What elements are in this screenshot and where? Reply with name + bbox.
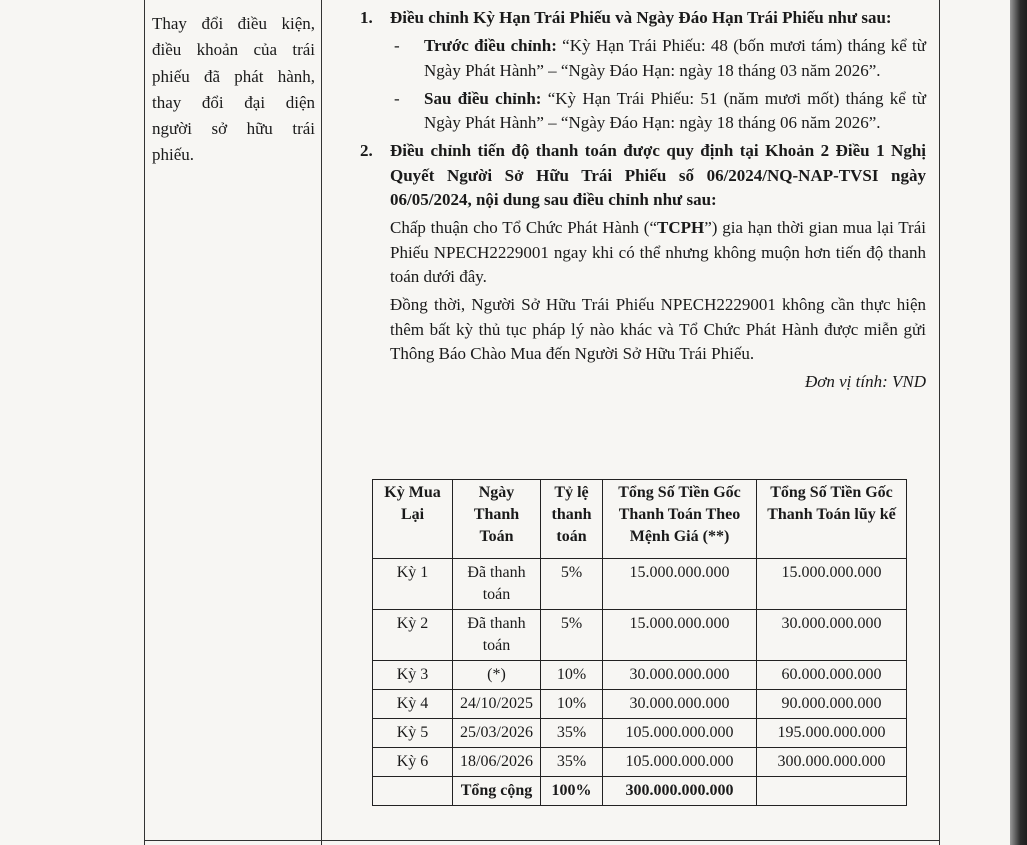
table-cell: 35% (541, 719, 603, 748)
payment-schedule-table (372, 479, 907, 806)
total-rate: 100% (541, 777, 603, 806)
left-line: người sở hữu trái (152, 119, 315, 139)
table-cell: 300.000.000.000 (757, 748, 907, 777)
table-cell: 195.000.000.000 (757, 719, 907, 748)
table-row (373, 748, 907, 777)
table-total-row (373, 777, 907, 806)
total-label: Tổng cộng (453, 777, 541, 806)
unit-label: Đơn vị tính: VND (805, 372, 926, 392)
table-header-row (373, 480, 907, 559)
table-row (373, 559, 907, 610)
approval-paragraph (330, 216, 926, 289)
bottom-border (144, 840, 940, 841)
dash-bullet: - (394, 88, 400, 108)
left-cell-text (152, 11, 315, 169)
section-1-heading (330, 6, 926, 30)
section-number: 1. (360, 8, 373, 27)
table-cell: Kỳ 5 (373, 719, 453, 748)
right-cell-content (330, 6, 926, 394)
table-cell: 10% (541, 690, 603, 719)
table-cell: 5% (541, 610, 603, 661)
total-amount: 300.000.000.000 (603, 777, 757, 806)
before-text: “Kỳ Hạn Trái Phiếu: 48 (bốn mươi tám) tháng kể từ Ngày Phát Hành” – “Ngày Đáo Hạn: ngày 18 tháng 03 năm 2026”. (424, 36, 926, 80)
before-label: Trước điều chỉnh: (424, 36, 557, 56)
section-2-heading (330, 139, 926, 212)
table-cell: 105.000.000.000 (603, 719, 757, 748)
table-cell: 30.000.000.000 (603, 661, 757, 690)
header-cell: Kỳ Mua Lại (373, 480, 453, 559)
table-cell: Kỳ 2 (373, 610, 453, 661)
before-adjustment-item (330, 34, 926, 83)
table-cell: (*) (453, 661, 541, 690)
table-cell: Kỳ 6 (373, 748, 453, 777)
table-cell (757, 777, 907, 806)
table-row (373, 661, 907, 690)
table-cell: 15.000.000.000 (603, 559, 757, 610)
header-cell: Tổng Số Tiền Gốc Thanh Toán lũy kế (757, 480, 907, 559)
header-cell: Tỷ lệ thanh toán (541, 480, 603, 559)
table-cell: Kỳ 3 (373, 661, 453, 690)
para-text: ”) gia hạn thời gian mua lại Trái Phiếu NPECH2229001 ngay khi có thể nhưng không muộn hơn tiến độ thanh toán dưới đây. (390, 218, 926, 286)
table-cell: 105.000.000.000 (603, 748, 757, 777)
left-line: thay đổi đại diện (152, 92, 315, 112)
table-row (373, 719, 907, 748)
table-cell: 24/10/2025 (453, 690, 541, 719)
after-text: “Kỳ Hạn Trái Phiếu: 51 (năm mươi mốt) tháng kể từ Ngày Phát Hành” – “Ngày Đáo Hạn: ngày 18 tháng 06 năm 2026”. (424, 88, 926, 133)
section-heading-text: Điều chỉnh tiến độ thanh toán được quy định tại Khoản 2 Điều 1 Nghị Quyết Người Sở Hữu Trái Phiếu số 06/2024/NQ-NAP-TVSI ngày 06/05/2024, nội dung sau điều chỉnh như sau: (390, 141, 926, 210)
table-cell: 30.000.000.000 (757, 610, 907, 661)
table-cell: 25/03/2026 (453, 719, 541, 748)
table-cell (373, 777, 453, 806)
table-cell: 35% (541, 748, 603, 777)
header-cell: Ngày Thanh Toán (453, 480, 541, 559)
table-cell: 60.000.000.000 (757, 661, 907, 690)
table-cell: 90.000.000.000 (757, 690, 907, 719)
header-cell: Tổng Số Tiền Gốc Thanh Toán Theo Mệnh Giá (**) (603, 480, 757, 559)
column-divider (321, 0, 322, 845)
left-line: phiếu đã phát hành, (152, 66, 315, 86)
left-line: điều khoản của trái (152, 40, 315, 60)
table-cell: 18/06/2026 (453, 748, 541, 777)
table-cell: 15.000.000.000 (603, 610, 757, 661)
scan-edge-shadow (1010, 0, 1027, 845)
table-row (373, 610, 907, 661)
after-adjustment-item (330, 87, 926, 136)
table-cell: Kỳ 1 (373, 559, 453, 610)
table-cell: 30.000.000.000 (603, 690, 757, 719)
table-cell: Kỳ 4 (373, 690, 453, 719)
tcph-abbrev: TCPH (657, 218, 705, 238)
section-heading-text: Điều chỉnh Kỳ Hạn Trái Phiếu và Ngày Đáo Hạn Trái Phiếu như sau: (390, 8, 892, 27)
table-cell: 15.000.000.000 (757, 559, 907, 610)
table-cell: 10% (541, 661, 603, 690)
para-text: Chấp thuận cho Tổ Chức Phát Hành (“ (390, 218, 657, 238)
dash-bullet: - (394, 36, 400, 56)
table-row (373, 690, 907, 719)
table-cell: 5% (541, 559, 603, 610)
section-number: 2. (360, 141, 373, 161)
table-cell: Đã thanh toán (453, 610, 541, 661)
after-label: Sau điều chỉnh: (424, 88, 542, 108)
simultaneous-paragraph: Đồng thời, Người Sở Hữu Trái Phiếu NPECH2229001 không cần thực hiện thêm bất kỳ thủ tục pháp lý nào khác và Tổ Chức Phát Hành được miễn gửi Thông Báo Chào Mua đến Người Sở Hữu Trái Phiếu. (390, 295, 926, 363)
left-line: Thay đổi điều kiện, (152, 14, 315, 33)
left-line: phiếu. (152, 145, 195, 165)
table-cell: Đã thanh toán (453, 559, 541, 610)
